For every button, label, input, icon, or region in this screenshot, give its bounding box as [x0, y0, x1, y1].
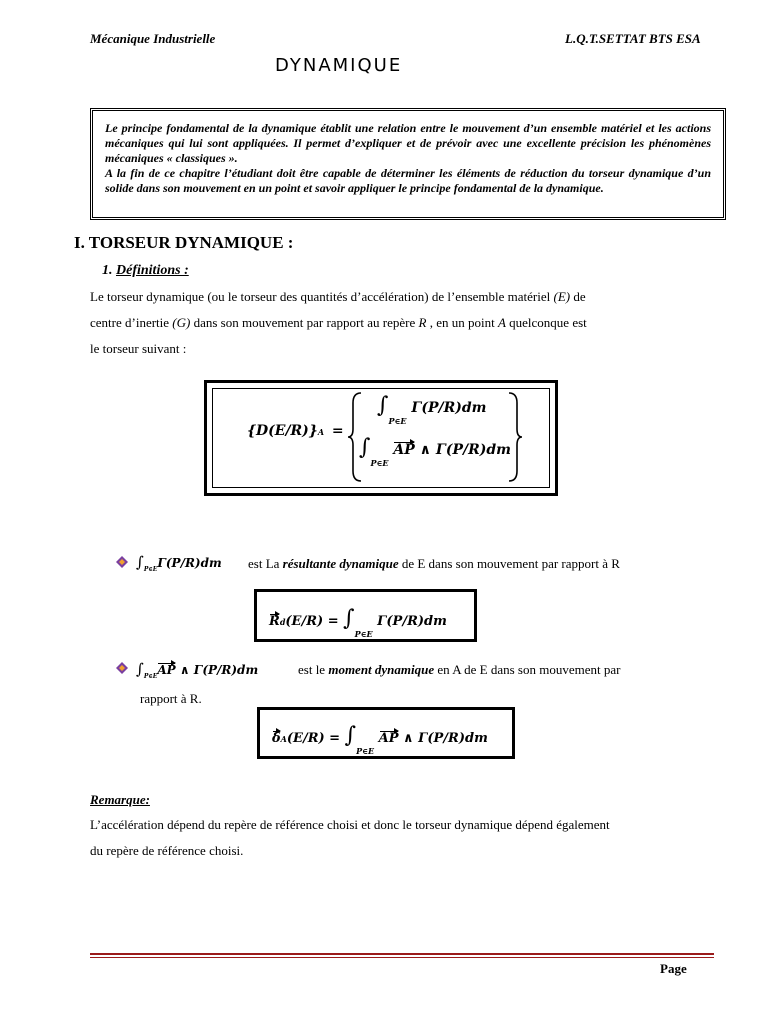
definition-line-1 [90, 284, 714, 310]
torseur-formula-box [204, 380, 558, 496]
footer-rule-thin [90, 957, 714, 958]
header-right: L.Q.T.SETTAT BTS ESA [565, 31, 701, 46]
remark-paragraph [90, 812, 714, 864]
torseur-row2-text: ∧ Γ(P/R)dm [414, 442, 511, 458]
moment-sub: A [280, 734, 287, 744]
intro-box [90, 108, 726, 220]
bullet2-formula-text: ∧ Γ(P/R)dm [175, 663, 259, 677]
vector-delta: δ [272, 731, 281, 746]
integral-sub: P∈E [354, 629, 373, 639]
remark-line-2: du repère de référence choisi. [90, 843, 244, 858]
page-title: DYNAMIQUE [275, 55, 403, 76]
bullet2-text [298, 657, 714, 683]
bullet1-text [248, 551, 620, 577]
equals-sign: = [331, 423, 344, 439]
definition-line-2 [90, 310, 714, 336]
resultante-rhs-text: Γ(P/R)dm [377, 614, 447, 629]
integral-sub: P∈E [356, 746, 375, 756]
text-run: Le torseur dynamique (ou le torseur des quantités d’accélération) de l’ensemble matériel [90, 289, 554, 304]
math-R: R [418, 315, 427, 330]
bullet2-continuation: rapport à R. [140, 691, 202, 706]
moment-rhs-text: ∧ Γ(P/R)dm [398, 731, 488, 746]
resultante-equation-box [254, 589, 477, 642]
diamond-bullet-icon [116, 556, 128, 568]
vector-AP: AP [378, 731, 399, 746]
term-resultante-dynamique: résultante dynamique [282, 556, 399, 571]
torseur-lhs-text: {D(E/R)} [247, 423, 318, 439]
math-E: (E) [553, 289, 571, 304]
integral-icon: ∫ [377, 393, 389, 418]
torseur-lhs-sub: A [317, 427, 325, 437]
resultante-sub: d [279, 617, 286, 627]
remark-line-1: L’accélération dépend du repère de référence choisi et donc le torseur dynamique dépend également [90, 817, 610, 832]
section-heading: I. TORSEUR DYNAMIQUE : [74, 233, 294, 252]
vector-R: R [269, 614, 280, 629]
moment-lhs-text: (E/R) = [286, 731, 341, 746]
diamond-bullet-icon [116, 662, 128, 674]
text-run: centre d’inertie [90, 315, 173, 330]
subsection-number: 1. [102, 263, 116, 278]
text-run: de [570, 289, 586, 304]
moment-equation-box [257, 707, 515, 759]
integral-icon: ∫ [359, 435, 371, 460]
text-run: est le [298, 662, 329, 677]
resultante-lhs-text: (E/R) = [285, 614, 339, 629]
remark-label: Remarque: [90, 792, 150, 807]
math-A: A [497, 315, 506, 330]
header-left: Mécanique Industrielle [90, 31, 216, 46]
integral-icon: ∫ [136, 660, 144, 678]
footer-rule [90, 953, 714, 955]
vector-AP: AP [157, 663, 176, 677]
text-run: de E dans son mouvement par rapport à R [398, 556, 620, 571]
page-label: Page [660, 961, 687, 976]
text-run: quelconque est [505, 315, 587, 330]
integral-icon: ∫ [343, 606, 355, 631]
bullet1-formula-text: Γ(P/R)dm [157, 556, 222, 570]
definition-line-3: le torseur suivant : [90, 341, 187, 356]
bullet1-formula [136, 553, 222, 571]
integral-icon: ∫ [136, 553, 144, 571]
integral-sub: P∈E [143, 566, 158, 573]
torseur-lhs [247, 423, 344, 439]
definition-paragraph [90, 284, 714, 362]
torseur-row1-text: Γ(P/R)dm [411, 400, 487, 416]
integral-sub: P∈E [388, 416, 407, 426]
bullet2-formula [136, 660, 258, 678]
text-run: en A de E dans son mouvement par [434, 662, 621, 677]
subsection-label: Définitions : [116, 263, 189, 278]
text-run: , en un point [426, 315, 498, 330]
text-run: dans son mouvement par rapport au repère [190, 315, 419, 330]
integral-sub: P∈E [370, 458, 389, 468]
integral-sub: P∈E [143, 673, 158, 680]
text-run: est La [248, 556, 283, 571]
vector-AP: AP [393, 442, 415, 458]
term-moment-dynamique: moment dynamique [328, 662, 435, 677]
math-G: (G) [172, 315, 191, 330]
subsection-heading [102, 263, 189, 279]
integral-icon: ∫ [344, 723, 357, 748]
intro-text: Le principe fondamental de la dynamique établit une relation entre le mouvement d’un ensemble matériel et les actions mécaniques qui lui sont appliquées. Il permet d’expliquer et de prévoir avec une excellente précision les phénomènes mécaniques « classiques ». A la fin de ce chapitre l’étudiant doit être capable de déterminer les éléments de réduction du torseur dynamique d’un solide dans son mouvement en un point et savoir appliquer le principe fondamental de la dynamique. [105, 121, 711, 195]
